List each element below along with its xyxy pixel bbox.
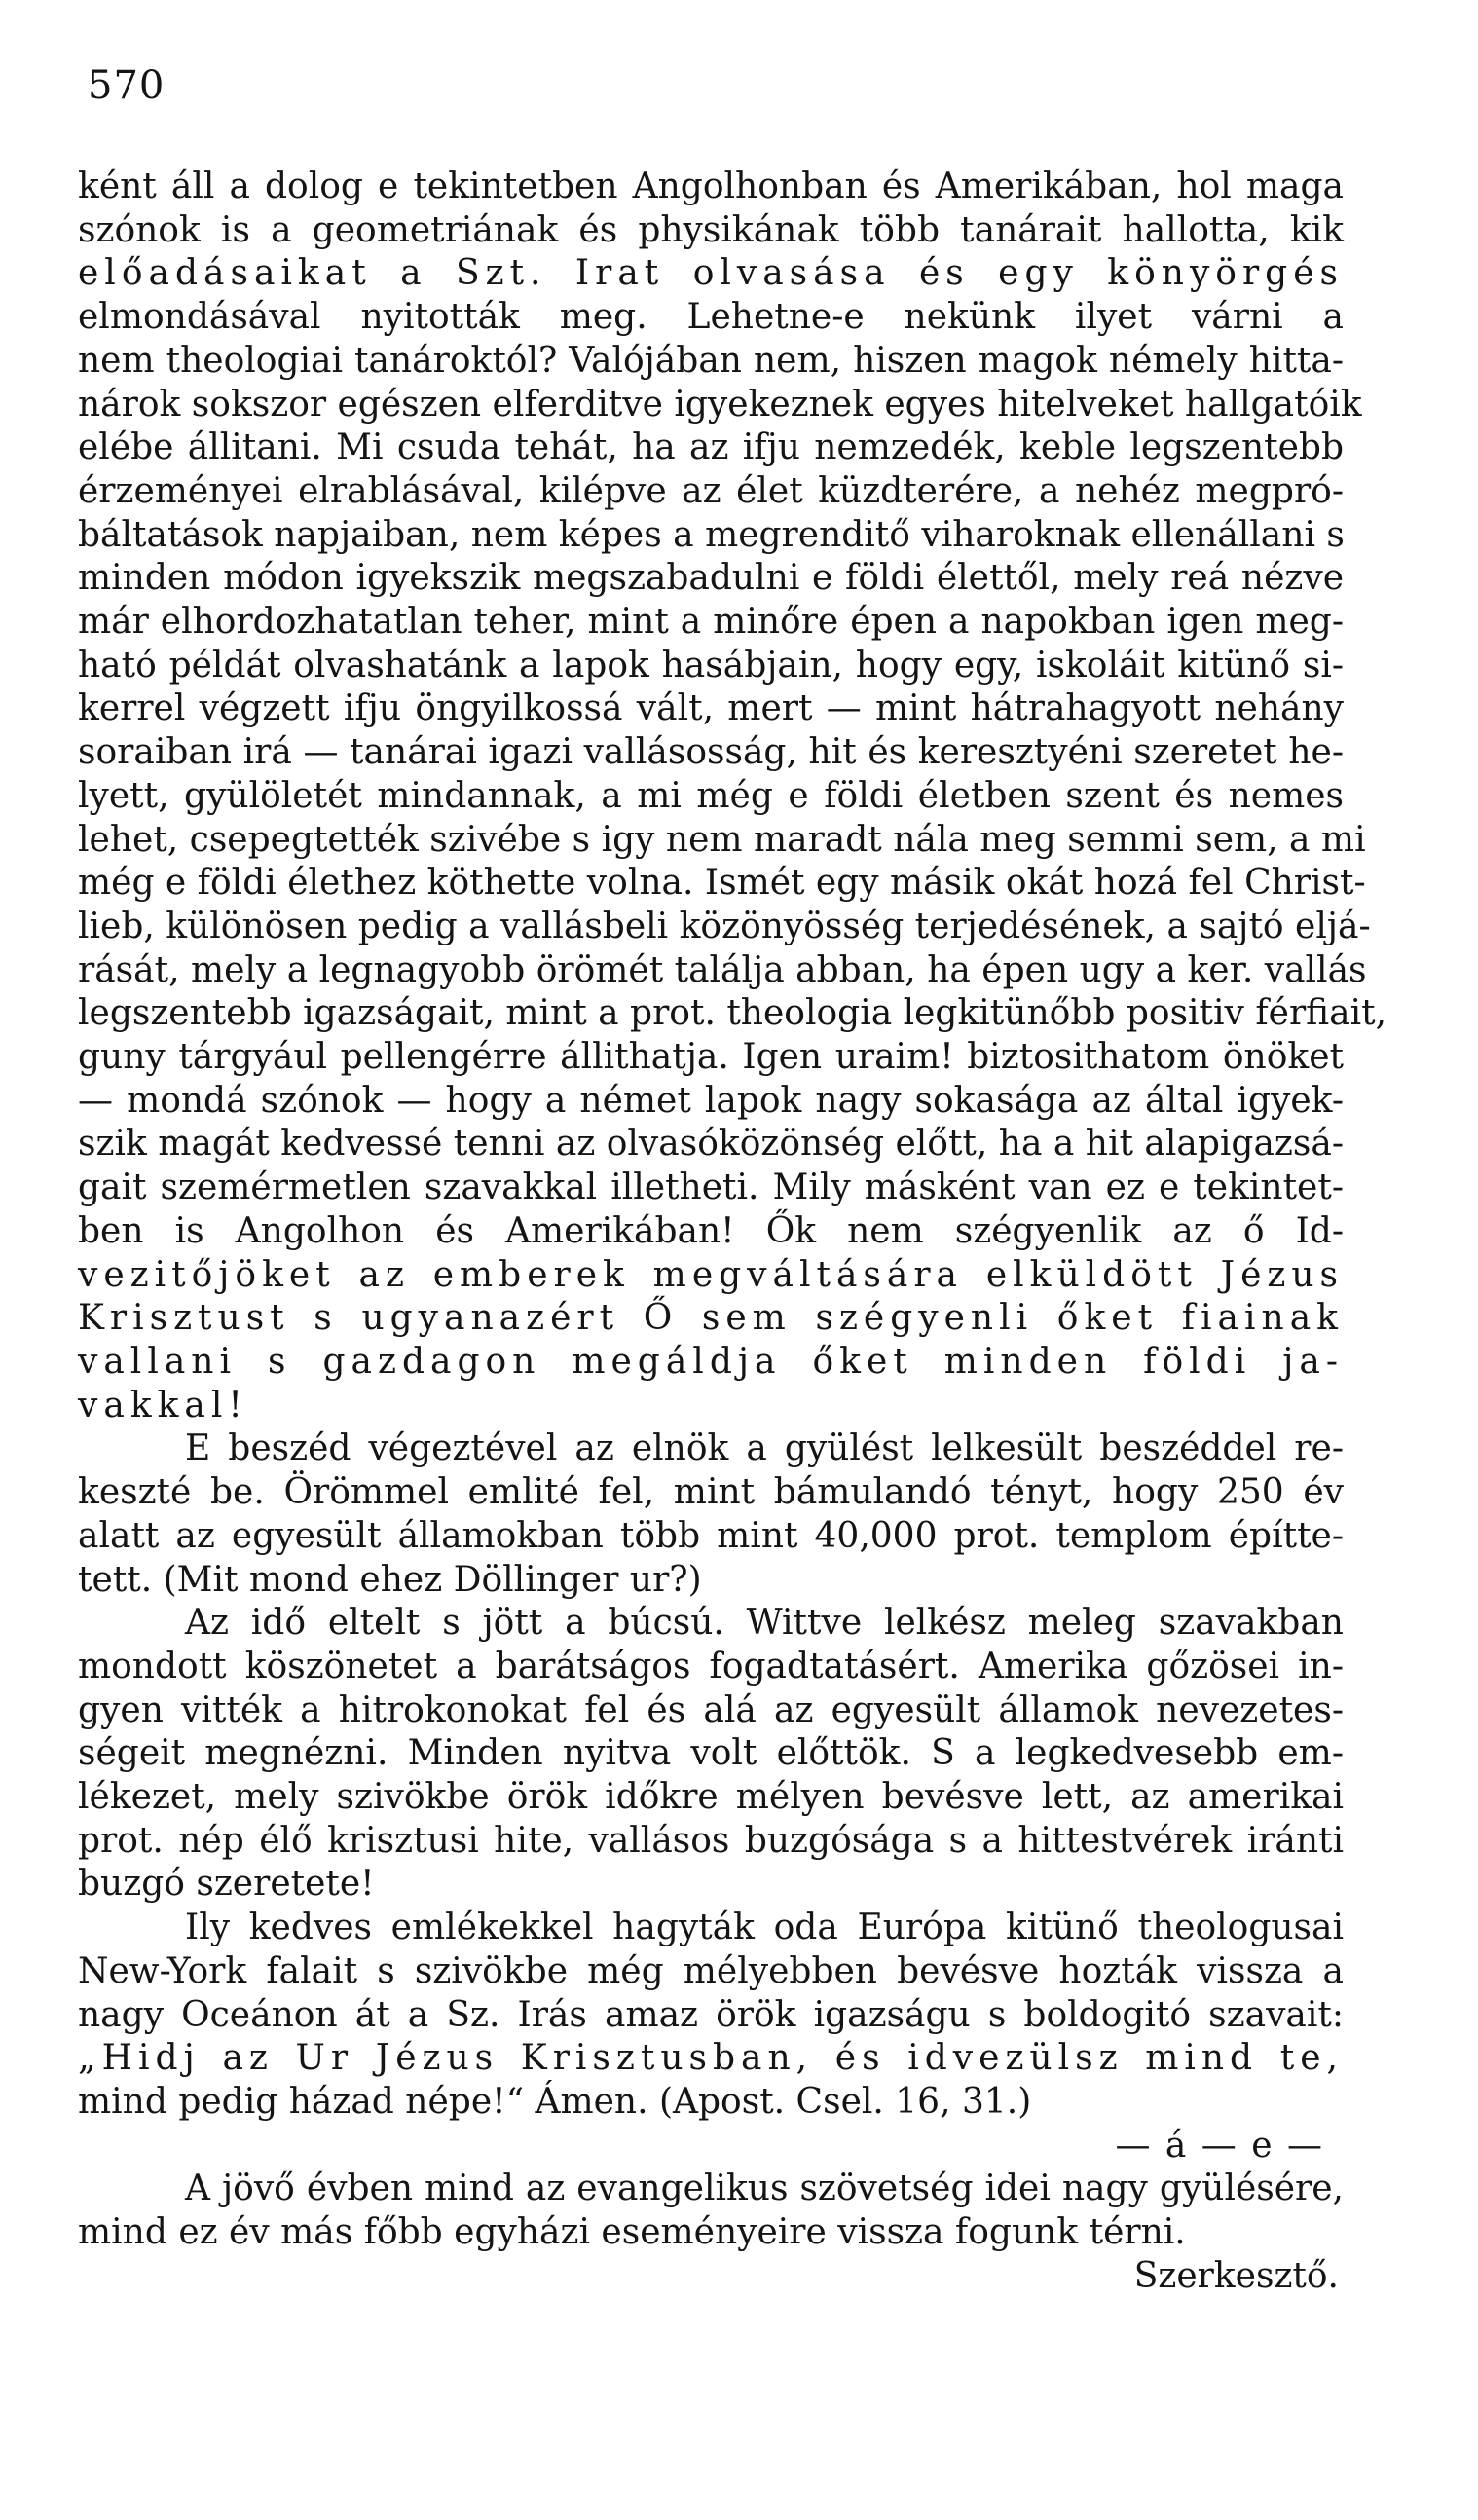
text-line: vallani s gazdagon megáldja őket minden földi ja- xyxy=(78,1341,1344,1382)
text-line: ségeit megnézni. Minden nyitva volt előttök. S a legkedvesebb em- xyxy=(78,1733,1344,1774)
text-line: ben is Angolhon és Amerikában! Ők nem szégyenlik az ő Id- xyxy=(78,1210,1344,1251)
body-text xyxy=(78,166,1387,2298)
text-line: alatt az egyesült államokban több mint 40,000 prot. templom építte- xyxy=(78,1515,1344,1556)
text-line: A jövő évben mind az evangelikus szövetség idei nagy gyülésére, xyxy=(185,2168,1344,2209)
text-line: előadásaikat a Szt. Irat olvasása és egy könyörgés xyxy=(78,253,1344,294)
text-line: vakkal! xyxy=(78,1385,248,1426)
text-line: báltatások napjaiban, nem képes a megrenditő viharoknak ellenállani s xyxy=(78,514,1345,555)
text-line: buzgó szeretete! xyxy=(78,1864,375,1905)
text-line: vezitőjöket az emberek megváltására elküldött Jézus xyxy=(78,1254,1344,1295)
text-line: guny tárgyául pellengérre állithatja. Igen uraim! biztosithatom önöket xyxy=(78,1037,1344,1078)
text-line: ként áll a dolog e tekintetben Angolhonban és Amerikában, hol maga xyxy=(78,167,1344,206)
text-line: nárok sokszor egészen elferditve igyekeznek egyes hitelveket hallgatóik xyxy=(78,384,1362,425)
text-line: nem theologiai tanároktól? Valójában nem, hiszen magok némely hitta- xyxy=(78,340,1344,381)
text-line: E beszéd végeztével az elnök a gyülést lelkesült beszéddel re- xyxy=(185,1428,1344,1469)
text-line: tett. (Mit mond ehez Döllinger ur?) xyxy=(78,1559,702,1600)
text-line: mind ez év más főbb egyházi eseményeire vissza fogunk térni. xyxy=(78,2212,1186,2253)
text-line: New-York falait s szivökbe még mélyebben bevésve hozták vissza a xyxy=(78,1950,1344,1991)
text-line: lyett, gyülöletét mindannak, a mi még e földi életben szent és nemes xyxy=(78,775,1344,816)
editor-signature: Szerkesztő. xyxy=(1133,2255,1339,2296)
text-line: ható példát olvashatánk a lapok hasábjain, hogy egy, iskoláit kitünő si- xyxy=(78,645,1344,686)
text-line: szónok is a geometriának és physikának több tanárait hallotta, kik xyxy=(78,209,1344,250)
text-line: lékezet, mely szivökbe örök időkre mélyen bevésve lett, az amerikai xyxy=(78,1777,1344,1818)
text-line: Az idő eltelt s jött a búcsú. Wittve lelkész meleg szavakban xyxy=(185,1603,1344,1644)
author-initials: — á — e — xyxy=(1115,2125,1324,2166)
text-line: mind pedig házad népe!“ Ámen. (Apost. Csel. 16, 31.) xyxy=(78,2081,1032,2122)
text-line: elmondásával nyitották meg. Lehetne-e nekünk ilyet várni a xyxy=(78,297,1344,338)
text-line: Krisztust s ugyanazért Ő sem szégyenli őket fiainak xyxy=(78,1298,1344,1339)
text-line: érzeményei elrablásával, kilépve az élet küzdterére, a nehéz megpró- xyxy=(78,470,1344,511)
text-line: legszentebb igazságait, mint a prot. theologia legkitünőbb positiv férfiait, xyxy=(78,993,1387,1034)
text-line: nagy Oceánon át a Sz. Irás amaz örök igazságu s boldogitó szavait: xyxy=(78,1994,1344,2035)
text-line: szik magát kedvessé tenni az olvasóközönség előtt, ha a hit alapigazsá- xyxy=(78,1124,1344,1165)
text-line: rását, mely a legnagyobb örömét találja abban, ha épen ugy a ker. vallás xyxy=(78,949,1367,990)
text-line: — mondá szónok — hogy a német lapok nagy sokasága az által igyek- xyxy=(78,1080,1344,1121)
text-line: „Hidj az Ur Jézus Krisztusban, és idvezülsz mind te, xyxy=(78,2038,1344,2079)
text-line: lehet, csepegtették szivébe s igy nem maradt nála meg semmi sem, a mi xyxy=(78,819,1366,860)
text-line: már elhordozhatatlan teher, mint a minőre épen a napokban igen meg- xyxy=(78,602,1344,643)
text-line: mondott köszönetet a barátságos fogadtatásért. Amerika gőzösei in- xyxy=(78,1646,1344,1686)
text-line: kerrel végzett ifju öngyilkossá vált, mert — mint hátrahagyott nehány xyxy=(78,688,1344,729)
text-line: keszté be. Örömmel emlité fel, mint bámulandó tényt, hogy 250 év xyxy=(78,1472,1344,1513)
text-line: gyen vitték a hitrokonokat fel és alá az egyesült államok nevezetes- xyxy=(78,1689,1344,1730)
text-line: elébe állitani. Mi csuda tehát, ha az ifju nemzedék, keble legszentebb xyxy=(78,427,1344,468)
text-line: még e földi élethez köthette volna. Ismét egy másik okát hozá fel Christ- xyxy=(78,863,1366,904)
text-line: lieb, különösen pedig a vallásbeli közönyösség terjedésének, a sajtó eljá- xyxy=(78,906,1371,946)
text-line: gait szemérmetlen szavakkal illetheti. Mily másként van ez e tekintet- xyxy=(78,1167,1344,1208)
page-number: 570 xyxy=(88,63,166,108)
text-line: minden módon igyekszik megszabadulni e földi élettől, mely reá nézve xyxy=(78,558,1344,599)
text-line: soraiban irá — tanárai igazi vallásosság, hit és keresztyéni szeretet he- xyxy=(78,732,1344,773)
text-line: prot. nép élő krisztusi hite, vallásos buzgósága s a hittestvérek iránti xyxy=(78,1820,1344,1861)
text-line: Ily kedves emlékekkel hagyták oda Európa kitünő theologusai xyxy=(185,1908,1344,1948)
